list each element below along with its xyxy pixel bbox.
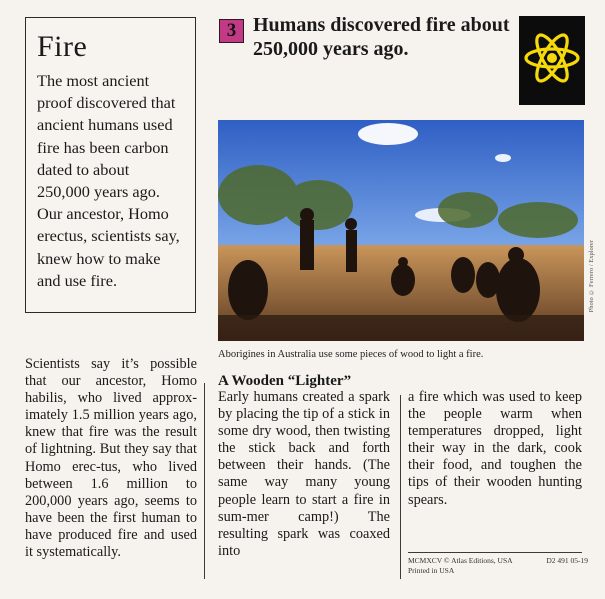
footer-copyright <box>408 556 538 576</box>
photo-credit: Photo © Ferrero / Explorer <box>588 240 595 313</box>
footer-divider <box>408 552 582 553</box>
card-number-badge: 3 <box>219 19 244 43</box>
body-column-middle: Early humans created a spark by placing the tip of a stick in some dry wood, then twisting the stick back and forth between their hands. (The same way many young people learn to start a fire in sum-mer camp!) The resulting spark was coaxed into <box>218 389 390 559</box>
column-divider <box>400 395 401 579</box>
section-subhead: A Wooden “Lighter” <box>218 373 352 389</box>
column-divider <box>204 383 205 579</box>
intro-text: The most ancient proof discovered that ancient humans used fire has been carbon dated to about 250,000 years ago. Our ancestor, Homo erectus, scientists say, knew how to make and use fire. <box>37 71 180 290</box>
topic-title: Fire <box>37 30 88 63</box>
body-column-left: Scientists say it’s possible that our ancestor, Homo habilis, who lived approx-imately 1.5 million years ago, knew that fire was the result of lightning. But they say that Homo erec-tus, who lived between 1.6 million to 200,000 years ago, seems to have been the first human to have produced fire and used it systematically. <box>25 356 197 561</box>
photo-caption: Aborigines in Australia use some pieces of wood to light a fire. <box>218 349 484 360</box>
copyright-text: MCMXCV © Atlas Editions, USA <box>408 556 513 565</box>
footer-code: D2 491 05-19 <box>546 556 588 565</box>
aborigines-fire-photo <box>218 120 584 341</box>
headline: Humans discovered fire about 250,000 years ago. <box>253 14 510 60</box>
intro-box <box>25 17 196 313</box>
printed-text: Printed in USA <box>408 566 455 575</box>
body-column-right: a fire which was used to keep the people warm when temperatures dropped, light their way in the dark, cook their food, and toughen the tips of their wooden hunting spears. <box>408 389 582 508</box>
atom-icon <box>519 16 585 105</box>
